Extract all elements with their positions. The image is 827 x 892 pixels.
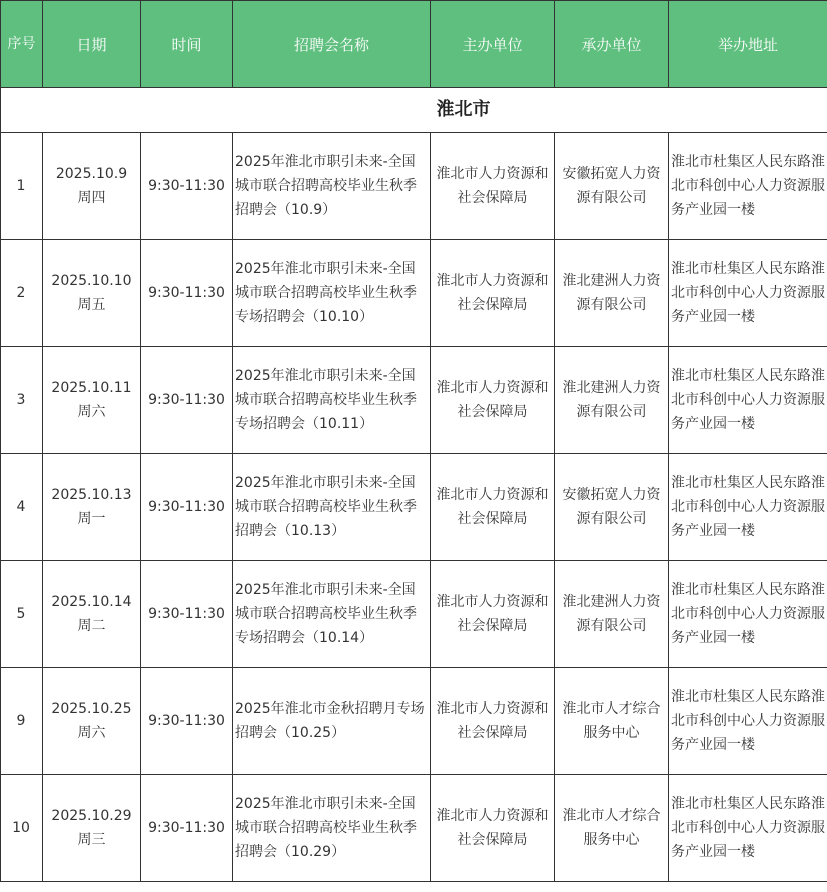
row-host: 淮北市人力资源和社会保障局 xyxy=(431,133,555,240)
table-row xyxy=(1,454,827,561)
row-address: 淮北市杜集区人民东路淮北市科创中心人力资源服务产业园一楼 xyxy=(669,347,827,454)
row-weekday: 周四 xyxy=(77,190,106,206)
row-organizer: 淮北建洲人力资源有限公司 xyxy=(555,561,669,668)
row-time: 9:30-11:30 xyxy=(141,668,233,775)
table-row xyxy=(1,133,827,240)
row-date-cell xyxy=(43,561,141,668)
row-organizer: 淮北市人才综合服务中心 xyxy=(555,775,669,882)
row-address: 淮北市杜集区人民东路淮北市科创中心人力资源服务产业园一楼 xyxy=(669,775,827,882)
row-date: 2025.10.13 xyxy=(51,487,132,503)
row-weekday: 周二 xyxy=(77,618,106,634)
row-weekday: 周五 xyxy=(77,297,106,313)
row-time: 9:30-11:30 xyxy=(141,775,233,882)
row-date: 2025.10.10 xyxy=(51,273,132,289)
table-row xyxy=(1,561,827,668)
row-address: 淮北市杜集区人民东路淮北市科创中心人力资源服务产业园一楼 xyxy=(669,454,827,561)
row-no: 2 xyxy=(1,240,43,347)
row-address: 淮北市杜集区人民东路淮北市科创中心人力资源服务产业园一楼 xyxy=(669,240,827,347)
row-date-cell xyxy=(43,133,141,240)
row-name: 2025年淮北市职引未来-全国城市联合招聘高校毕业生秋季招聘会（10.9） xyxy=(233,133,431,240)
table-row xyxy=(1,668,827,775)
row-organizer: 淮北建洲人力资源有限公司 xyxy=(555,347,669,454)
row-time: 9:30-11:30 xyxy=(141,240,233,347)
row-organizer: 安徽拓宽人力资源有限公司 xyxy=(555,133,669,240)
row-date-cell xyxy=(43,775,141,882)
row-address: 淮北市杜集区人民东路淮北市科创中心人力资源服务产业园一楼 xyxy=(669,133,827,240)
table-row xyxy=(1,240,827,347)
row-date: 2025.10.29 xyxy=(51,808,132,824)
row-weekday: 周六 xyxy=(77,404,106,420)
header-seq: 序号 xyxy=(1,1,43,88)
row-host: 淮北市人力资源和社会保障局 xyxy=(431,775,555,882)
row-no: 4 xyxy=(1,454,43,561)
row-organizer: 淮北建洲人力资源有限公司 xyxy=(555,240,669,347)
section-title: 淮北市 xyxy=(1,88,827,133)
header-host: 主办单位 xyxy=(431,1,555,88)
header-date: 日期 xyxy=(43,1,141,88)
table-header-row xyxy=(1,1,827,88)
row-host: 淮北市人力资源和社会保障局 xyxy=(431,668,555,775)
row-address: 淮北市杜集区人民东路淮北市科创中心人力资源服务产业园一楼 xyxy=(669,561,827,668)
header-name: 招聘会名称 xyxy=(233,1,431,88)
row-host: 淮北市人力资源和社会保障局 xyxy=(431,240,555,347)
header-organizer: 承办单位 xyxy=(555,1,669,88)
row-date: 2025.10.9 xyxy=(55,166,128,182)
row-date-cell xyxy=(43,454,141,561)
row-no: 1 xyxy=(1,133,43,240)
row-date: 2025.10.11 xyxy=(51,380,132,396)
row-date-cell xyxy=(43,240,141,347)
row-name: 2025年淮北市职引未来-全国城市联合招聘高校毕业生秋季招聘会（10.29） xyxy=(233,775,431,882)
table-row xyxy=(1,347,827,454)
row-host: 淮北市人力资源和社会保障局 xyxy=(431,561,555,668)
row-date: 2025.10.25 xyxy=(51,701,132,717)
row-time: 9:30-11:30 xyxy=(141,347,233,454)
row-name: 2025年淮北市职引未来-全国城市联合招聘高校毕业生秋季招聘会（10.13） xyxy=(233,454,431,561)
row-no: 9 xyxy=(1,668,43,775)
row-organizer: 淮北市人才综合服务中心 xyxy=(555,668,669,775)
row-date-cell xyxy=(43,668,141,775)
row-time: 9:30-11:30 xyxy=(141,133,233,240)
row-time: 9:30-11:30 xyxy=(141,454,233,561)
row-host: 淮北市人力资源和社会保障局 xyxy=(431,454,555,561)
row-date-cell xyxy=(43,347,141,454)
row-name: 2025年淮北市职引未来-全国城市联合招聘高校毕业生秋季专场招聘会（10.14） xyxy=(233,561,431,668)
row-weekday: 周三 xyxy=(77,832,106,848)
table-row xyxy=(1,775,827,882)
row-no: 10 xyxy=(1,775,43,882)
section-row xyxy=(1,88,827,133)
row-date: 2025.10.14 xyxy=(51,594,132,610)
row-name: 2025年淮北市职引未来-全国城市联合招聘高校毕业生秋季专场招聘会（10.11） xyxy=(233,347,431,454)
row-host: 淮北市人力资源和社会保障局 xyxy=(431,347,555,454)
row-name: 2025年淮北市职引未来-全国城市联合招聘高校毕业生秋季专场招聘会（10.10） xyxy=(233,240,431,347)
row-name: 2025年淮北市金秋招聘月专场招聘会（10.25） xyxy=(233,668,431,775)
row-address: 淮北市杜集区人民东路淮北市科创中心人力资源服务产业园一楼 xyxy=(669,668,827,775)
row-time: 9:30-11:30 xyxy=(141,561,233,668)
row-weekday: 周一 xyxy=(77,511,106,527)
row-no: 3 xyxy=(1,347,43,454)
row-weekday: 周六 xyxy=(77,725,106,741)
row-no: 5 xyxy=(1,561,43,668)
header-time: 时间 xyxy=(141,1,233,88)
row-organizer: 安徽拓宽人力资源有限公司 xyxy=(555,454,669,561)
header-address: 举办地址 xyxy=(669,1,827,88)
